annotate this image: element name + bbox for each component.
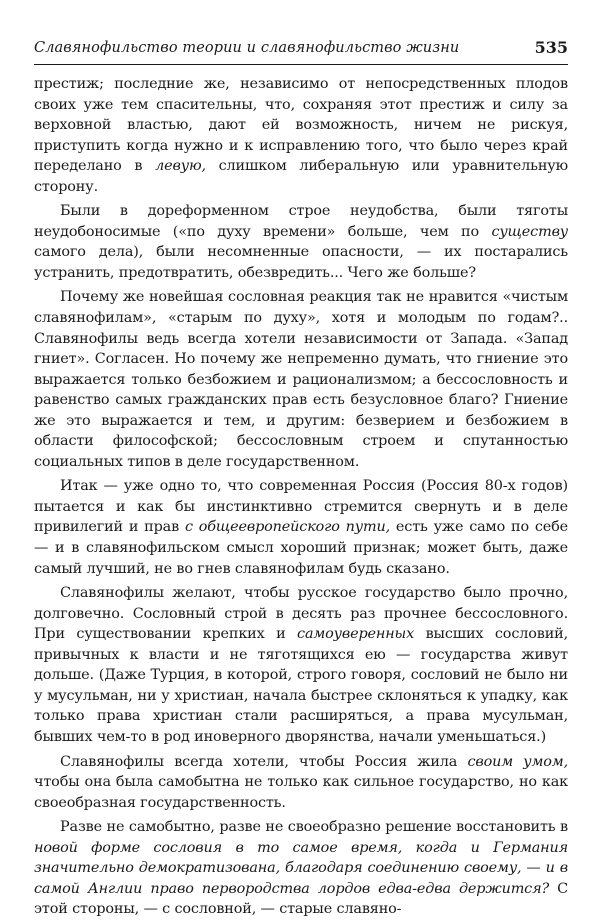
paragraph — [34, 74, 568, 197]
text-run: Разве не самобытно, разве не своеобразно решение восстановить в — [60, 819, 568, 836]
paragraph — [34, 476, 568, 579]
text-run: Славянофилы желают, чтобы русское государство было прочно, долговечно. Сословный строй в десять раз прочнее бессословного. При существовании крепких и — [34, 585, 568, 643]
text-run: Славянофилы всегда хотели, чтобы Россия жила — [60, 753, 468, 770]
text-run: есть уже само по себе — и в славянофильском смысл хороший признак; может быть, даже самый лучший, не во гнев славянофилам будь сказано. — [34, 519, 568, 577]
emphasis-run: своим умом, — [467, 753, 569, 770]
paragraph — [34, 817, 568, 920]
text-run: престиж; последние же, независимо от непосредственных плодов своих уже тем спасительны, что, сохраняя этот престиж и силу за верховной властью, дают ей возможность, ничем не рискуя, приступить когда нужно и к исправлению того, что было через край переделано в — [34, 76, 568, 175]
text-run: чтобы она была самобытна не только как сильное государство, но как своеобразная государственность. — [34, 774, 568, 811]
page-header — [34, 34, 568, 65]
text-run: высших сословий, привычных к власти и не тяготящихся ею — государства живут дольше. (Даже Турция, в которой, строго говоря, сословий не было ни у мусульман, ни у христиан, начала быстрее склоняться к упадку, как только права христиан стали расширяться, а права мусульман, бывших чем-то в род иноверного дворянства, начали уменьшаться.) — [34, 626, 568, 745]
emphasis-run: левую, — [155, 158, 206, 175]
body-text — [34, 74, 568, 924]
text-run: С этой стороны, — с сословной, — старые славяно- — [34, 880, 568, 918]
text-run: Были в дореформенном строе неудобства, были тяготы неудобоносимые («по духу времени» больше, чем по — [34, 203, 568, 240]
emphasis-run: новой форме сословия в то самое время, когда и Германия значительно демократизована, благодаря соединению своему, — и в самой Англии право первородства лордов едва-едва держится? — [34, 839, 568, 897]
running-title: Славянофильство теории и славянофильство жизни — [34, 40, 460, 56]
text-run: самого дела), были несомненные опасности, — их постарались устранить, предотвратить, обезвредить... Чего же больше? — [34, 244, 568, 281]
paragraph — [34, 201, 568, 283]
emphasis-run: с общеевропейского пути, — [184, 519, 391, 536]
text-run: Итак — уже одно то, что современная Россия (Россия 80-х годов) пытается и как бы инстинктивно стремится свернуть и в деле привилегий и прав — [34, 478, 568, 536]
page-number: 535 — [534, 38, 568, 57]
emphasis-run: самоуверенных — [297, 626, 415, 643]
text-run: слишком либеральную или уравнительную сторону. — [34, 158, 568, 195]
paragraph — [34, 583, 568, 747]
paragraph — [34, 752, 568, 814]
emphasis-run: существу — [491, 223, 568, 240]
text-run: Почему же новейшая сословная реакция так не нравится «чистым славянофилам», «старым по духу», хотя и молодым по годам?.. Славянофилы ведь всегда хотели независимости от Запада. «Запад гниет». Согласен. Но почему же непременно думать, что гниение это выражается только безбожием и рационализмом; а бессословность и равенство самых гражданских прав есть безусловное благо? Гниение же это выражается и тем, и другим: безверием и безбожием в области философской; бессословным строем и спутанностью социальных типов в деле государственном. — [34, 289, 568, 470]
paragraph — [34, 287, 568, 472]
